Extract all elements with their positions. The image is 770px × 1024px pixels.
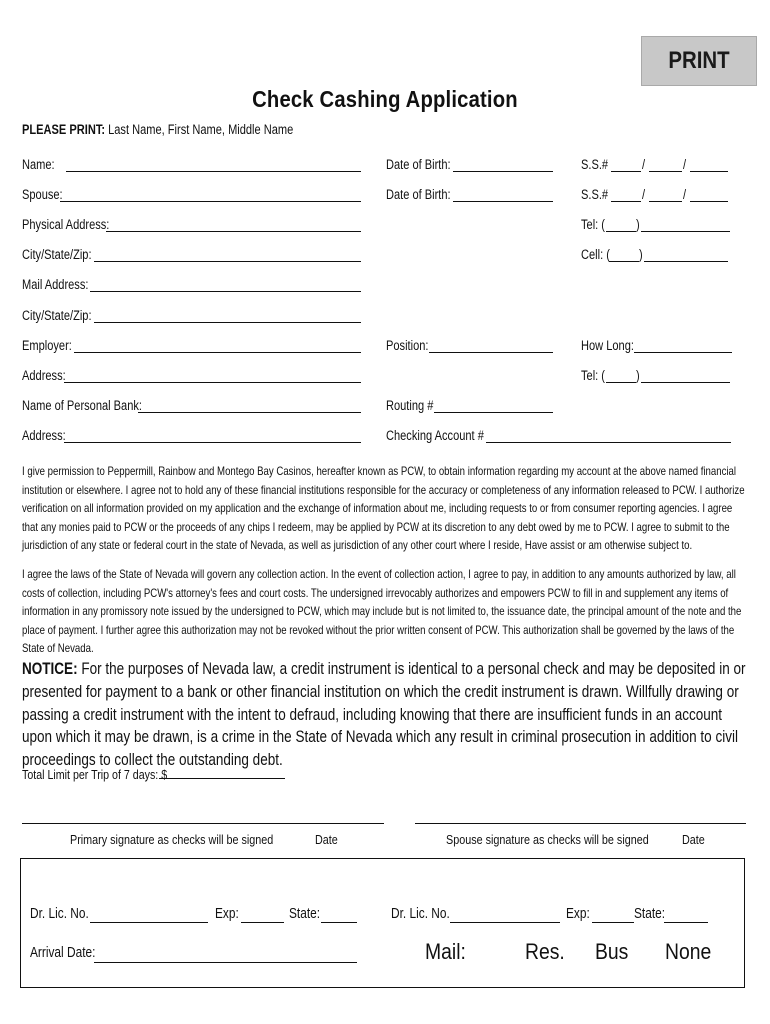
none-option[interactable]: None — [665, 939, 712, 964]
ssn-field-2c[interactable] — [690, 201, 728, 202]
collection-paragraph: I agree the laws of the State of Nevada will govern any collection action. In the event of collection action, I agree to pay, in addition to any amounts authorized by law, all costs of collection, including PCW's attorney's fees and court costs. The undersigned irrevocably authorizes and empowers PCW to fill in and supplement any items of information in any promissory note issued by the undersigned to PCW, which may include but is not limited to, the issuance date, the principal amount of the note and the place of payment. I further agree this authorization may not be revoked without the prior written consent of PCW. This authorization shall be governed by the laws of the State of Nevada. — [22, 567, 742, 655]
exp-field-2[interactable] — [592, 922, 634, 923]
ssn-label-2: S.S.# — [581, 187, 609, 202]
cell-label: Cell: ( — [581, 247, 610, 262]
total-limit-label: Total Limit per Trip of 7 days: $ — [22, 767, 168, 782]
city-state-zip-field-2[interactable] — [94, 322, 361, 323]
city-state-zip-field-1[interactable] — [94, 261, 361, 262]
print-instruction: PLEASE PRINT: Last Name, First Name, Middle Name — [22, 122, 294, 137]
notice-paragraph: NOTICE: For the purposes of Nevada law, a credit instrument is identical to a personal check and may be deposited in or presented for payment to a bank or other financial institution on which the credit instrument is drawn. Willfully drawing or passing a credit instrument with the intent to defraud, including knowing that there are insufficient funds in an account upon which it may be drawn, is a crime in the State of Nevada which any result in criminal prosecution in addition to civil proceedings to collect the outstanding debt. — [22, 660, 746, 770]
state-field-2[interactable] — [664, 922, 708, 923]
bank-field[interactable] — [138, 412, 361, 413]
print-button[interactable] — [641, 36, 757, 86]
ssn-field-1a[interactable] — [611, 171, 641, 172]
spouse-field[interactable] — [60, 201, 361, 202]
cell-field[interactable] — [644, 261, 728, 262]
bank-address-label: Address: — [22, 428, 66, 443]
ssn-sep: / — [683, 157, 687, 172]
checking-field[interactable] — [486, 442, 731, 443]
bus-option[interactable]: Bus — [595, 939, 629, 964]
ssn-sep: / — [683, 187, 687, 202]
how-long-label: How Long: — [581, 338, 634, 353]
tel-label-2: Tel: ( — [581, 368, 605, 383]
exp-label-2: Exp: — [566, 906, 590, 922]
mail-address-field[interactable] — [90, 291, 361, 292]
state-label-1: State: — [289, 906, 321, 922]
office-use-box — [20, 858, 745, 988]
cell-area-field[interactable] — [609, 261, 639, 262]
ssn-field-1c[interactable] — [690, 171, 728, 172]
dob-label-1: Date of Birth: — [386, 157, 451, 172]
routing-field[interactable] — [434, 412, 553, 413]
exp-field-1[interactable] — [241, 922, 284, 923]
primary-date-label: Date — [315, 832, 338, 847]
how-long-field[interactable] — [634, 352, 732, 353]
position-field[interactable] — [429, 352, 553, 353]
tel-label-1: Tel: ( — [581, 217, 605, 232]
dl-field-2[interactable] — [450, 922, 560, 923]
primary-signature-field[interactable] — [22, 823, 384, 824]
position-label: Position: — [386, 338, 429, 353]
ssn-field-2b[interactable] — [649, 201, 682, 202]
tel-field-2[interactable] — [641, 382, 730, 383]
dl-label-2: Dr. Lic. No. — [391, 906, 450, 922]
state-field-1[interactable] — [321, 922, 357, 923]
physical-address-field[interactable] — [106, 231, 361, 232]
res-option[interactable]: Res. — [525, 939, 565, 964]
print-button-label: PRINT — [668, 47, 730, 74]
exp-label-1: Exp: — [215, 906, 239, 922]
city-state-zip-label-1: City/State/Zip: — [22, 247, 92, 262]
permission-paragraph: I give permission to Peppermill, Rainbow and Montego Bay Casinos, hereafter known as PCW, to obtain information regarding my account at the above named financial institution or elsewhere. I agree not to hold any of these financial institutions responsible for the accuracy or completeness of any information released to PCW. I authorize verification on all information provided on my application and the exchange of information about me, including requests to or from consumer reporting agencies. I agree that any monies paid to PCW or the proceeds of any chips I redeem, may be applied by PCW at its discretion to any debt owed by me to PCW. I agree to submit to the jurisdiction of any state or federal court in the state of Nevada, as well as jurisdiction of any other court where I reside, Have assist or am otherwise subject to. — [22, 464, 745, 552]
spouse-signature-field[interactable] — [415, 823, 746, 824]
city-state-zip-label-2: City/State/Zip: — [22, 308, 92, 323]
bank-address-field[interactable] — [64, 442, 361, 443]
paren-close: ) — [636, 368, 640, 383]
employer-address-field[interactable] — [64, 382, 361, 383]
employer-field[interactable] — [74, 352, 361, 353]
bank-label: Name of Personal Bank: — [22, 398, 142, 413]
dob-field-2[interactable] — [453, 201, 553, 202]
paren-close: ) — [639, 247, 643, 262]
routing-label: Routing # — [386, 398, 434, 413]
arrival-date-field[interactable] — [94, 962, 357, 963]
ssn-sep: / — [642, 187, 646, 202]
spouse-date-label: Date — [682, 832, 705, 847]
state-label-2: State: — [634, 906, 666, 922]
spouse-label: Spouse: — [22, 187, 63, 202]
arrival-date-label: Arrival Date: — [30, 945, 96, 961]
employer-address-label: Address: — [22, 368, 66, 383]
dob-label-2: Date of Birth: — [386, 187, 451, 202]
ssn-field-2a[interactable] — [611, 201, 641, 202]
physical-address-label: Physical Address: — [22, 217, 110, 232]
tel-area-field-2[interactable] — [606, 382, 636, 383]
total-limit-field[interactable] — [159, 778, 285, 779]
page-title: Check Cashing Application — [252, 86, 518, 112]
dl-field-1[interactable] — [90, 922, 208, 923]
mail-address-label: Mail Address: — [22, 277, 89, 292]
tel-area-field-1[interactable] — [606, 231, 636, 232]
paren-close: ) — [636, 217, 640, 232]
primary-signature-label: Primary signature as checks will be signed — [70, 832, 274, 847]
ssn-sep: / — [642, 157, 646, 172]
dl-label-1: Dr. Lic. No. — [30, 906, 89, 922]
employer-label: Employer: — [22, 338, 72, 353]
checking-label: Checking Account # — [386, 428, 484, 443]
name-field[interactable] — [66, 171, 361, 172]
mail-option[interactable]: Mail: — [425, 939, 466, 964]
name-label: Name: — [22, 157, 55, 172]
dob-field-1[interactable] — [453, 171, 553, 172]
ssn-field-1b[interactable] — [649, 171, 682, 172]
spouse-signature-label: Spouse signature as checks will be signed — [446, 832, 649, 847]
tel-field-1[interactable] — [641, 231, 730, 232]
ssn-label-1: S.S.# — [581, 157, 609, 172]
